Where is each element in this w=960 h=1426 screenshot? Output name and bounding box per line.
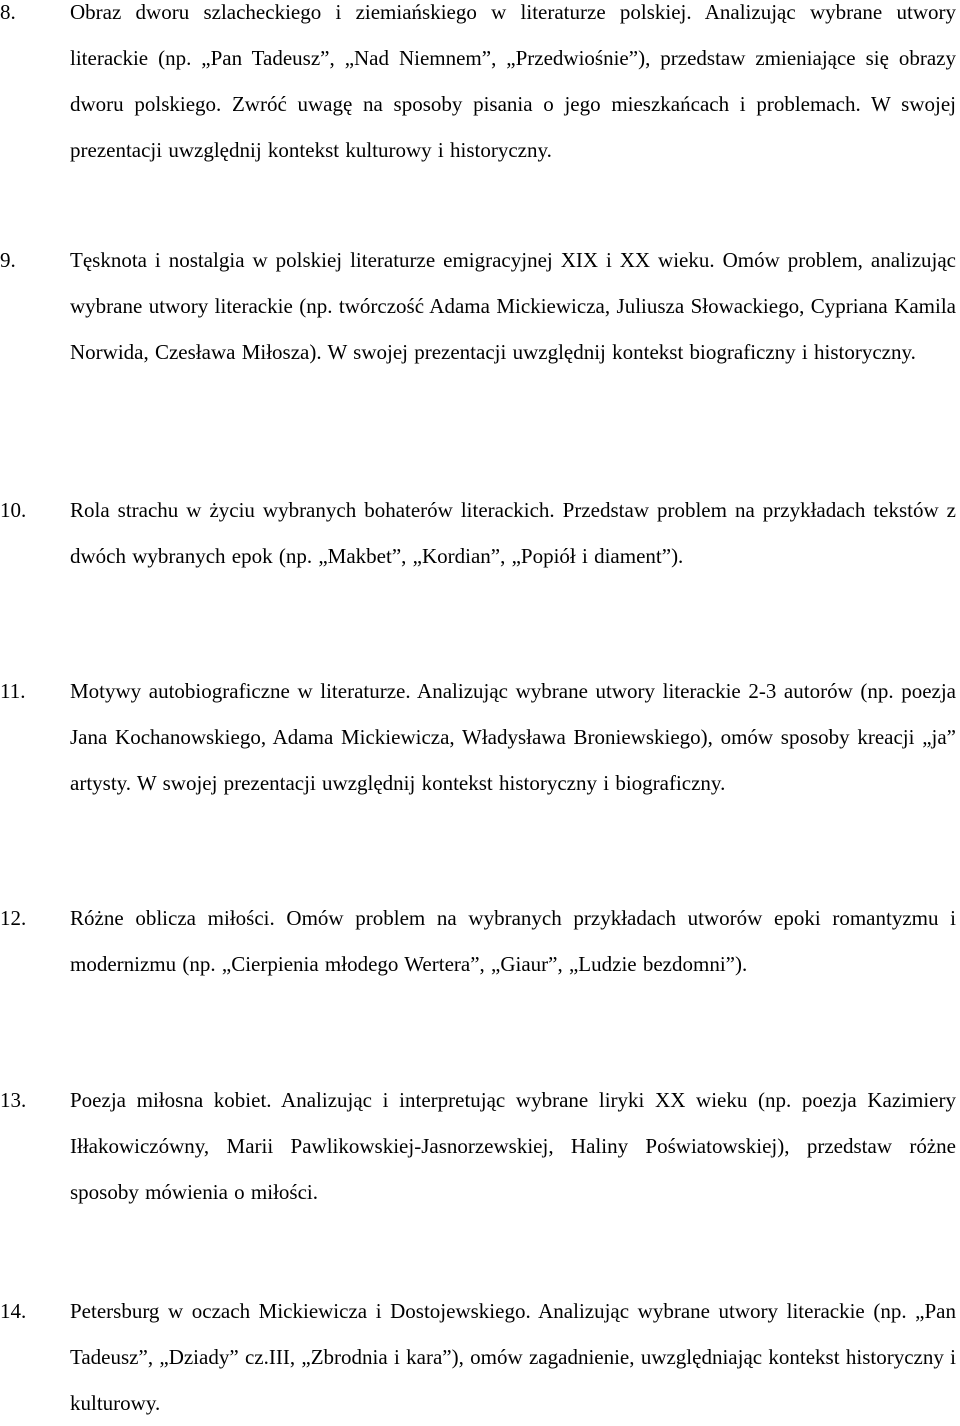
item-number: 9. — [0, 248, 16, 272]
item-number: 10. — [0, 498, 27, 522]
item-text: Obraz dworu szlacheckiego i ziemiańskiego w literaturze polskiej. Analizując wybrane utwory literackie (np. „Pan Tadeusz”, „Nad Niemnem”, „Przedwiośnie”), przedstaw zmieniające się obrazy dworu polskiego. Zwróć uwagę na sposoby pisania o jego mieszkańcach i problemach. W swojej prezentacji uwzględnij kontekst kulturowy i historyczny. — [70, 0, 956, 162]
item-text: Poezja miłosna kobiet. Analizując i interpretując wybrane liryki XX wieku (np. poezja Kazimiery Iłłakowiczówny, Marii Pawlikowskiej-Jasnorzewskiej, Haliny Poświatowskiej), przedstaw różne sposoby mówienia o miłości. — [70, 1088, 956, 1204]
item-text: Petersburg w oczach Mickiewicza i Dostojewskiego. Analizując wybrane utwory literackie (np. „Pan Tadeusz”, „Dziady” cz.III, „Zbrodnia i kara”), omów zagadnienie, uwzględniając kontekst historyczny i kulturowy. — [70, 1299, 956, 1415]
item-text: Różne oblicza miłości. Omów problem na wybranych przykładach utworów epoki romantyzmu i modernizmu (np. „Cierpienia młodego Wertera”, „Giaur”, „Ludzie bezdomni”). — [70, 906, 956, 976]
item-number: 12. — [0, 906, 27, 930]
item-text: Rola strachu w życiu wybranych bohaterów literackich. Przedstaw problem na przykładach tekstów z dwóch wybranych epok (np. „Makbet”, „Kordian”, „Popiół i diament”). — [70, 498, 956, 568]
item-number: 13. — [0, 1088, 27, 1112]
item-text: Motywy autobiograficzne w literaturze. Analizując wybrane utwory literackie 2-3 autorów (np. poezja Jana Kochanowskiego, Adama Mickiewicza, Władysława Broniewskiego), omów sposoby kreacji „ja” artysty. W swojej prezentacji uwzględnij kontekst historyczny i biograficzny. — [70, 679, 956, 795]
item-number: 8. — [0, 0, 16, 24]
item-number: 14. — [0, 1299, 27, 1323]
item-number: 11. — [0, 679, 26, 703]
item-text: Tęsknota i nostalgia w polskiej literaturze emigracyjnej XIX i XX wieku. Omów problem, analizując wybrane utwory literackie (np. twórczość Adama Mickiewicza, Juliusza Słowackiego, Cypriana Kamila Norwida, Czesława Miłosza). W swojej prezentacji uwzględnij kontekst biograficzny i historyczny. — [70, 248, 956, 364]
